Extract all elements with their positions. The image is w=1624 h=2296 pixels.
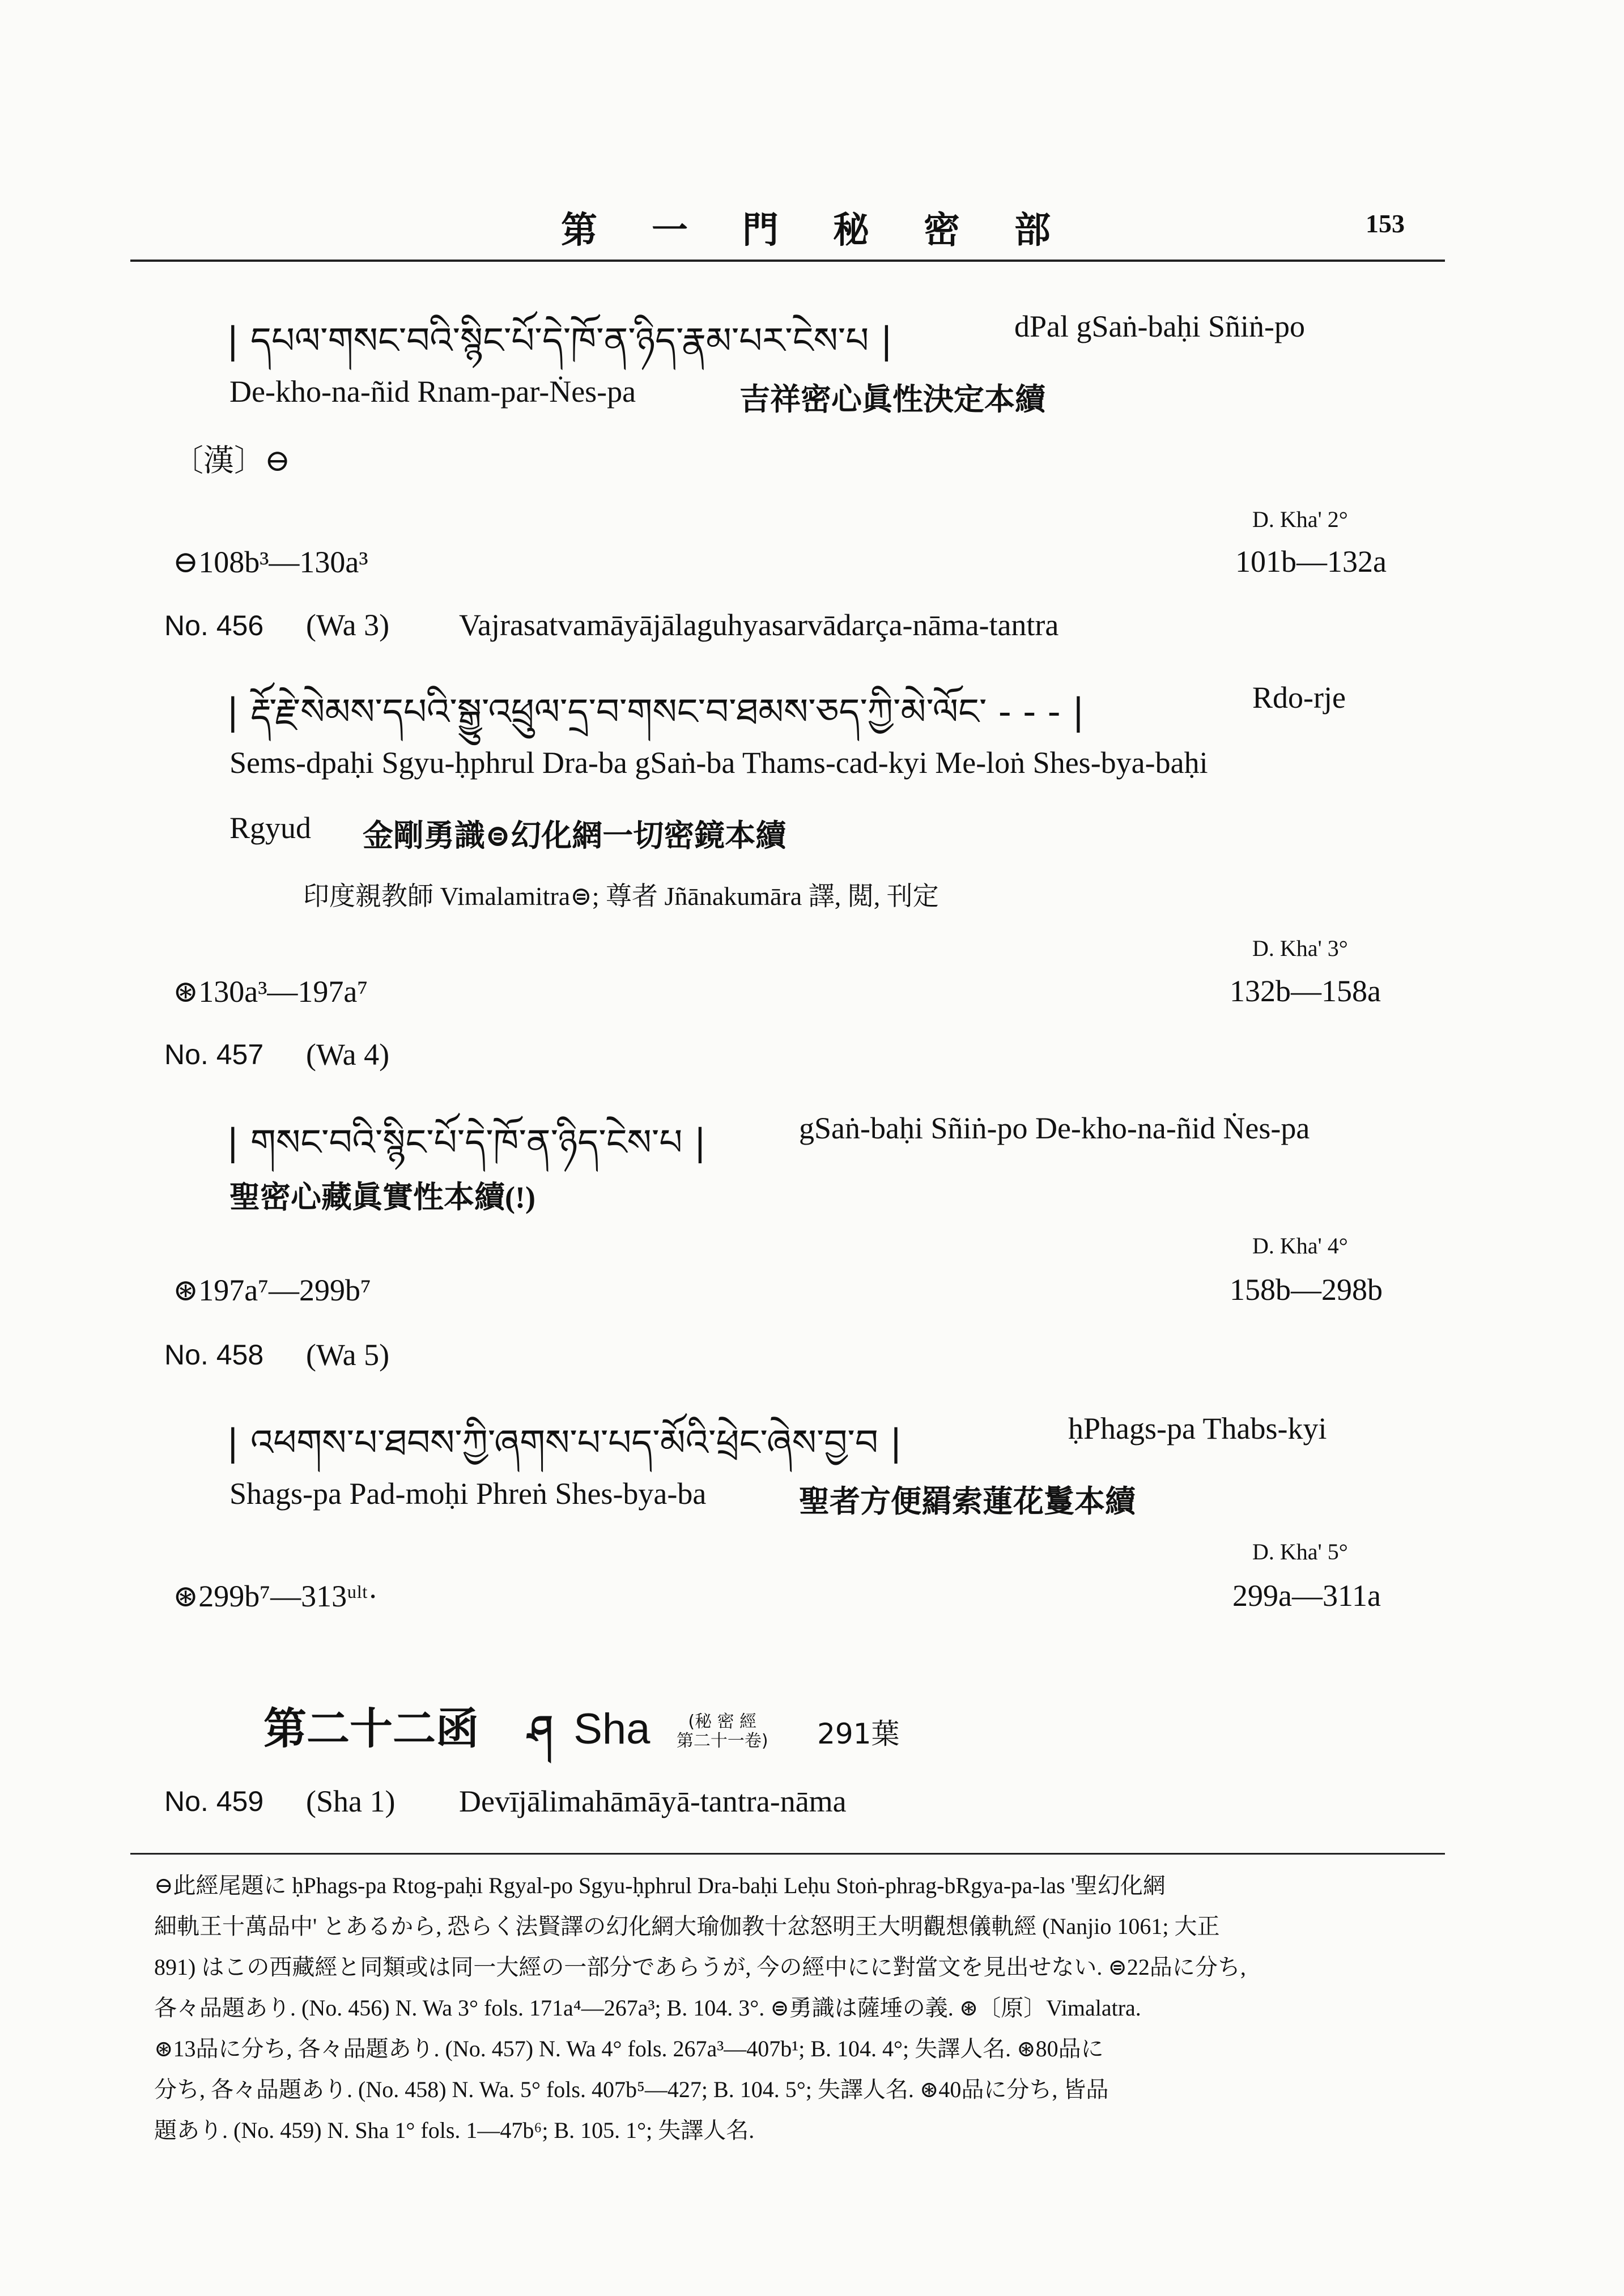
footnote-line: ⊖此經尾題に ḥPhags-pa Rtog-paḥi Rgyal-po Sgyu-ḥphrul Dra-baḥi Leḥu Stoṅ-phrag-bRgya-pa-las '聖幻化網 [154,1873,1166,1898]
roman-title-456-a: Rdo-rje [1252,681,1346,715]
chinese-title-458: 聖者方便羂索蓮花鬘本續 [799,1485,1136,1519]
section-leaves: 291葉 [817,1717,900,1750]
tibetan-title-455: | དཔལ་གསང་བའི་སྙིང་པོ་དེ་ཁོ་ན་ཉིད་རྣམ་པར་ངེས་པ | [227,320,893,362]
footnote-line: 各々品題あり. (No. 456) N. Wa 3° fols. 171a⁴—267a³; B. 104. 3°. ⊜勇識は薩埵の義. ⊛〔原〕Vimalatra. [154,1995,1141,2021]
footnote-line: 細軌王十萬品中' とあるから, 恐らく法賢譯の幻化網大瑜伽教十忿怒明王大明觀想儀軌經 (Nanjio 1061; 大正 [154,1914,1220,1939]
section-subtitle: (秘 密 經 第二十一卷) [676,1712,768,1751]
entry-number-458: No. 458 [164,1339,264,1371]
page-number: 153 [1366,209,1405,238]
sanskrit-title-456: Vajrasatvamāyājālaguhyasarvādarça-nāma-tantra [459,608,1059,642]
chinese-title-455: 吉祥密心眞性決定本續 [739,382,1045,416]
entry-number-456: No. 456 [164,610,264,641]
folio-range-left-456: ⊛130a³—197a⁷ [173,975,368,1009]
running-head: 第 一 門 秘 密 部 [561,210,1073,250]
roman-title-458-a: ḥPhags-pa Thabs-kyi [1068,1411,1327,1445]
folio-range-right-458: 299a—311a [1232,1579,1381,1613]
footnote-line: 題あり. (No. 459) N. Sha 1° fols. 1—47b⁶; B. 105. 1°; 失譯人名. [154,2118,755,2143]
tibetan-title-457: | གསང་བའི་སྙིང་པོ་དེ་ཁོ་ན་ཉིད་ངེས་པ | [227,1122,707,1164]
roman-title-455-b: De-kho-na-ñid Rnam-par-Ṅes-pa [229,375,636,409]
folio-range-right-457: 158b—298b [1230,1273,1383,1307]
section-subtitle-top: 秘 密 經 [695,1712,757,1732]
chinese-title-456: 金剛勇識⊜幻化網一切密鏡本續 [363,819,787,853]
sanskrit-title-459: Devījālimahāmāyā-tantra-nāma [459,1784,847,1818]
roman-title-455-a: dPal gSaṅ-baḥi Sñiṅ-po [1014,309,1305,343]
folio-range-left-458: ⊛299b⁷—313ᵘˡᵗ· [173,1579,379,1613]
chinese-title-457: 聖密心藏眞實性本續(!) [229,1180,535,1214]
derge-ref-457: D. Kha' 4° [1252,1233,1348,1258]
section-roman: Sha [573,1705,651,1753]
header-rule [130,260,1445,262]
entry-volume-457: (Wa 4) [306,1038,390,1072]
entry-volume-456: (Wa 3) [306,608,390,642]
derge-ref-456: D. Kha' 3° [1252,936,1348,961]
entry-volume-458: (Wa 5) [306,1338,390,1372]
footnote-line: 分ち, 各々品題あり. (No. 458) N. Wa. 5° fols. 407b⁵—427; B. 104. 5°; 失譯人名. ⊛40品に分ち, 皆品 [154,2077,1109,2102]
derge-ref-455: D. Kha' 2° [1252,507,1348,532]
tibetan-title-458: | འཕགས་པ་ཐབས་ཀྱི་ཞགས་པ་པད་མོའི་ཕྲེང་ཞེས་བྱ་བ | [227,1422,902,1464]
roman-title-456-c: Rgyud [229,811,312,845]
entry-number-459: No. 459 [164,1785,264,1817]
folio-range-right-456: 132b—158a [1230,974,1381,1008]
section-heading [263,1686,900,1797]
footnote-rule [130,1853,1445,1855]
footnote-line: ⊛13品に分ち, 各々品題あり. (No. 457) N. Wa 4° fols. 267a³—407b¹; B. 104. 4°; 失譯人名. ⊛80品に [154,2036,1104,2061]
roman-title-457-a: gSaṅ-baḥi Sñiṅ-po De-kho-na-ñid Ṅes-pa [799,1111,1310,1145]
entry-number-457: No. 457 [164,1039,264,1070]
section-subtitle-bottom: 第二十一卷 [676,1731,762,1751]
tibetan-title-456: | རྡོ་རྗེ་སེམས་དཔའི་སྒྱུ་འཕྲུལ་དྲ་བ་གསང་བ་ཐམས་ཅད་ཀྱི་མེ་ལོང་ - - - | [227,691,1085,733]
derge-ref-458: D. Kha' 5° [1252,1539,1348,1564]
folio-range-right-455: 101b—132a [1235,545,1387,579]
section-tibetan-letter: ཤ [528,1707,553,1753]
section-title: 第二十二函 [263,1703,479,1754]
folio-range-left-455: ⊖108b³—130a³ [173,545,368,579]
entry-volume-459: (Sha 1) [306,1784,396,1818]
note-455: 〔漢〕⊖ [173,444,291,478]
translators-456: 印度親教師 Vimalamitra⊜; 尊者 Jñānakumāra 譯, 閲, 刊定 [303,882,939,911]
roman-title-458-b: Shags-pa Pad-moḥi Phreṅ Shes-bya-ba [229,1477,707,1511]
roman-title-456-b: Sems-dpaḥi Sgyu-ḥphrul Dra-ba gSaṅ-ba Thams-cad-kyi Me-loṅ Shes-bya-baḥi [229,746,1208,780]
footnote-line: 891) はこの西藏經と同類或は同一大經の一部分であらうが, 今の經中にに對當文を見出せない. ⊜22品に分ち, [154,1954,1246,1980]
folio-range-left-457: ⊛197a⁷—299b⁷ [173,1273,371,1307]
